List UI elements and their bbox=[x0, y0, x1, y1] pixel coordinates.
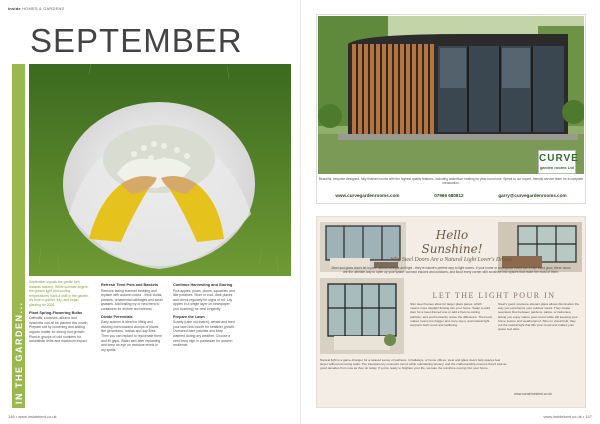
interior-doors-image bbox=[320, 278, 404, 354]
text-column-1 bbox=[29, 280, 91, 345]
footer-right: www.insidekent.co.uk • 147 bbox=[543, 414, 592, 419]
curve-phone[interactable]: 07966 680812 bbox=[434, 193, 464, 198]
section-text-harvest: Pick apples, pears, plums, squashes and late potatoes. Store in cool, dark places and check regularly for signs of rot. Lay apples in a single layer on newspaper (not touching) for best longevity. bbox=[173, 288, 235, 311]
header-brand: inside bbox=[8, 6, 21, 11]
section-heading-pots: Refresh Tired Pots and Baskets bbox=[101, 283, 159, 287]
sunshine-photo-kitchen bbox=[498, 222, 582, 272]
section-text-lawn: Scarify (rake out thatch), aerate and feed your lawn this month for healthier growth. Overseed bare patches and keep watered during dry weather. Choose a seed feed high in potassium for autumn resilience. bbox=[173, 320, 236, 348]
sunshine-hello: Hello Sunshine! bbox=[421, 228, 483, 256]
living-room-image bbox=[320, 222, 406, 272]
text-column-3 bbox=[173, 280, 235, 349]
footer-left: 146 • www.insidekent.co.uk bbox=[8, 414, 57, 419]
sunshine-heading: LET THE LIGHT POUR IN bbox=[432, 291, 556, 300]
kitchen-image bbox=[498, 222, 582, 272]
section-heading-harvest: Continue Harvesting and Storing bbox=[173, 283, 233, 287]
section-heading-divide: Divide Perennials bbox=[101, 314, 133, 319]
sidebar-label-wrap bbox=[12, 64, 25, 408]
sunshine-column-1: Slim steel frames allow for larger glass panes, which means more daylight flowing into your home. Swap a solid door for a steel-framed one or add a floor-to-ceiling partition, and you'll instantly notice the difference. The boost makes rooms feel bigger and more open, and natural light supports both mood and wellbeing. bbox=[410, 302, 492, 328]
curve-logo bbox=[538, 150, 579, 174]
sunshine-subtitle: Why Steel Doors Are a Natural Light Lover's Dream bbox=[390, 257, 512, 263]
sunshine-column-2: Steel's good, pressure-tolerant glass allows illumination the way you experience your outdoor views. They create seamless flow between gardens, patios, or balconies, letting you enjoy nature year-round while still keeping your home secure and weatherproof. Slim on visual bulk, they put the natural light that lifts your mood and makes your space feel alive. bbox=[498, 302, 580, 332]
curve-logo-main: CURVE bbox=[539, 153, 579, 164]
curve-logo-sub: garden rooms Ltd bbox=[539, 165, 574, 170]
fertiliser-hands-image bbox=[29, 64, 291, 276]
section-heading-bulbs: Plant Spring-Flowering Bulbs bbox=[29, 310, 83, 315]
section-text-bulbs: Daffodils, crocuses, alliums and hyacinths can all be planted this month. Prepare soil by loosening and adding organic matter for strong root growth. Plant in groups of odd numbers for naturalistic drifts and maximum impact. bbox=[29, 316, 89, 344]
curve-email-link[interactable]: garry@curvegardenrooms.com bbox=[498, 193, 567, 198]
section-text-pots: Remove fading summer bedding and replace with autumn colour - think violas, pansies, ornamental cabbages and small grasses. Add trailing ivy or heuchera to containers for texture and interest. bbox=[101, 288, 163, 311]
sunshine-website-link[interactable]: www.sunshinesteel.co.uk bbox=[514, 392, 552, 396]
section-heading-lawn: Prepare the Lawn bbox=[173, 314, 205, 319]
page-gutter bbox=[300, 0, 301, 424]
sidebar-label: IN THE GARDEN... bbox=[13, 301, 24, 404]
sunshine-photo-interior bbox=[320, 278, 404, 354]
sunshine-photo-living-room bbox=[320, 222, 406, 272]
section-text-divide: Early autumn is ideal for lifting and dividing overcrowded clumps of plants like geraniums, hostas and day lilies. Then you can replant to rejuvenate them and fill gaps. Water well after replanting and keep an eye on moisture levels in dry spells. bbox=[101, 320, 162, 352]
text-column-2 bbox=[101, 280, 163, 353]
header-section: HOMES & GARDENS bbox=[22, 6, 65, 11]
sunshine-footer-text: Natural light is a game-changer for a relaxed sense of wellness, in hallways, or home offices, steel and glass doors help spaces feel larger without removing walls. The transparency connects rooms while maintaining privacy, and the craftsmanship ensures they'll look as good decades from now as they do today. If you're ready to brighten your life, we take the sunshine coming into your home. bbox=[320, 358, 507, 371]
curve-ad-contact bbox=[318, 193, 584, 198]
main-photo bbox=[29, 64, 291, 276]
curve-website-link[interactable]: www.curvegardenrooms.com bbox=[335, 193, 400, 198]
curve-ad-caption: Beautiful, bespoke-designed, fully finished rooms with the highest quality features, including underfloor heating for year-round use. Speak to our expert, friendly service team for a complete introduction. bbox=[318, 177, 584, 185]
sunshine-description: Steel and glass doors let in pure natural sunlight and light - they're nature's perfect way to light rooms. If your home or workspace could use a little extra glow, these doors are the ultimate way to open up your space, connect indoors and outdoors, and flood every corner with sunshine into spaces that make the most of them. bbox=[331, 266, 571, 275]
page-title: SEPTEMBER bbox=[30, 22, 243, 59]
page-header bbox=[8, 6, 64, 11]
intro-text: September signals the gentle turn towards autumn. While summer lingers, the golden light and cooling temperatures mark a shift in the garden. It's time to gather, tidy, and begin planting for 2026. bbox=[29, 280, 90, 307]
